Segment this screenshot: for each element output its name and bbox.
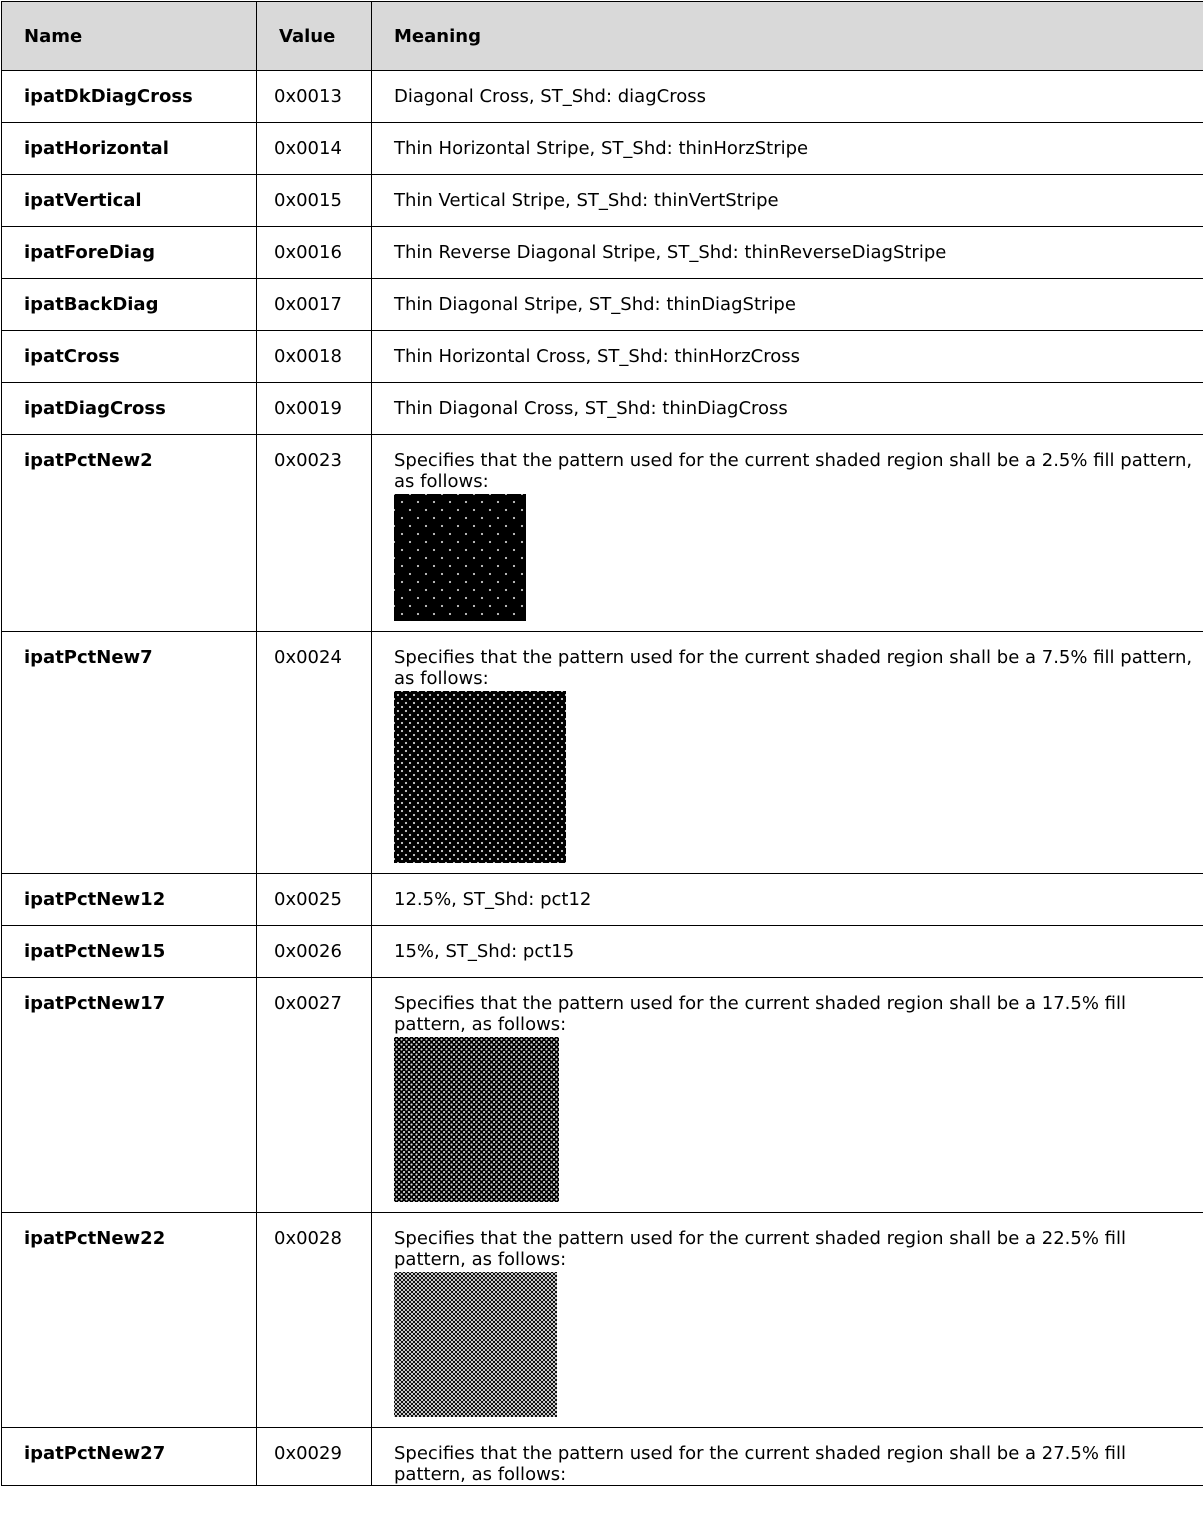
cell-meaning [372,978,1203,1213]
cell-value: 0x0017 [257,279,372,331]
table-row [2,926,1203,978]
cell-meaning [372,1213,1203,1428]
cell-name: ipatBackDiag [2,279,257,331]
table-row [2,632,1203,874]
table-row [2,435,1203,632]
cell-meaning: Thin Diagonal Stripe, ST_Shd: thinDiagStripe [372,279,1203,331]
cell-name: ipatVertical [2,175,257,227]
header-row [2,2,1203,71]
meaning-text: Specifies that the pattern used for the current shaded region shall be a 2.5% fill pattern, as follows: [394,450,1193,492]
cell-value: 0x0027 [257,978,372,1213]
cell-meaning: Thin Vertical Stripe, ST_Shd: thinVertStripe [372,175,1203,227]
table-row [2,175,1203,227]
header-value: Value [257,2,372,71]
fill-pattern-swatch [394,691,566,863]
cell-name: ipatPctNew15 [2,926,257,978]
cell-value: 0x0016 [257,227,372,279]
cell-meaning: Thin Diagonal Cross, ST_Shd: thinDiagCross [372,383,1203,435]
cell-name: ipatPctNew12 [2,874,257,926]
cell-value: 0x0013 [257,71,372,123]
cell-value: 0x0028 [257,1213,372,1428]
cell-value: 0x0014 [257,123,372,175]
cell-meaning [372,632,1203,874]
table-row [2,279,1203,331]
cell-value: 0x0015 [257,175,372,227]
cell-meaning [372,435,1203,632]
table-row [2,331,1203,383]
header-meaning: Meaning [372,2,1203,71]
cell-value: 0x0019 [257,383,372,435]
cell-value: 0x0024 [257,632,372,874]
cell-name: ipatHorizontal [2,123,257,175]
table-row [2,227,1203,279]
table-row [2,1213,1203,1428]
meaning-text: Specifies that the pattern used for the current shaded region shall be a 22.5% fill pattern, as follows: [394,1228,1126,1270]
cell-name: ipatDiagCross [2,383,257,435]
cell-name: ipatPctNew22 [2,1213,257,1428]
cell-value: 0x0018 [257,331,372,383]
cell-name: ipatCross [2,331,257,383]
header-name: Name [2,2,257,71]
cell-name: ipatPctNew7 [2,632,257,874]
cell-name: ipatDkDiagCross [2,71,257,123]
table-row [2,71,1203,123]
meaning-text: Specifies that the pattern used for the current shaded region shall be a 27.5% fill pattern, as follows: [394,1443,1126,1485]
table-row [2,123,1203,175]
cell-meaning: Thin Horizontal Cross, ST_Shd: thinHorzCross [372,331,1203,383]
cell-name: ipatPctNew17 [2,978,257,1213]
cell-name: ipatForeDiag [2,227,257,279]
table-row [2,1428,1203,1486]
cell-meaning [372,1428,1203,1486]
cell-value: 0x0023 [257,435,372,632]
table-row [2,383,1203,435]
fill-pattern-swatch [394,1272,557,1417]
meaning-text: Specifies that the pattern used for the current shaded region shall be a 17.5% fill pattern, as follows: [394,993,1126,1035]
cell-meaning: Thin Horizontal Stripe, ST_Shd: thinHorzStripe [372,123,1203,175]
cell-name: ipatPctNew2 [2,435,257,632]
table-row [2,978,1203,1213]
fill-pattern-swatch [394,494,526,621]
cell-value: 0x0025 [257,874,372,926]
fill-pattern-swatch [394,1037,559,1202]
cell-meaning: 12.5%, ST_Shd: pct12 [372,874,1203,926]
cell-meaning: 15%, ST_Shd: pct15 [372,926,1203,978]
cell-meaning: Diagonal Cross, ST_Shd: diagCross [372,71,1203,123]
meaning-text: Specifies that the pattern used for the current shaded region shall be a 7.5% fill pattern, as follows: [394,647,1193,689]
pattern-table [1,1,1203,1486]
cell-meaning: Thin Reverse Diagonal Stripe, ST_Shd: thinReverseDiagStripe [372,227,1203,279]
table-row [2,874,1203,926]
cell-value: 0x0026 [257,926,372,978]
cell-name: ipatPctNew27 [2,1428,257,1486]
cell-value: 0x0029 [257,1428,372,1486]
